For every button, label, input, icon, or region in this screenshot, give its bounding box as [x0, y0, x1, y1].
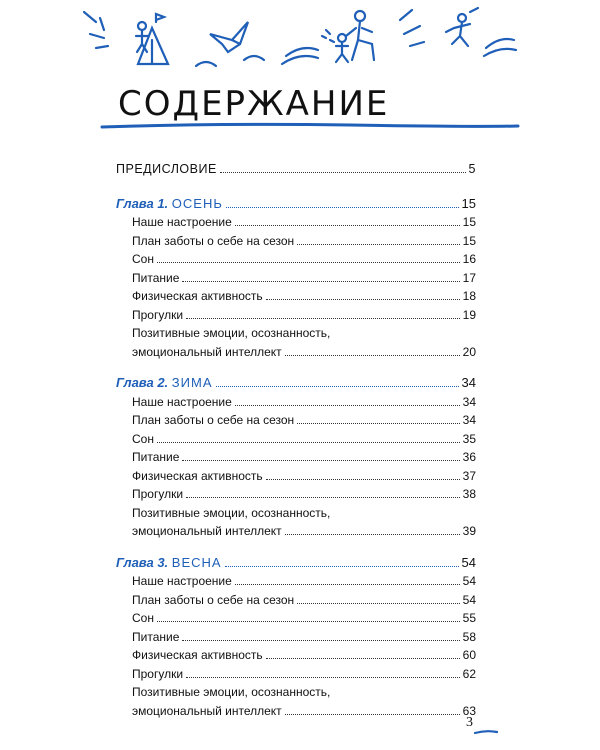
leader-dots	[266, 658, 460, 659]
chapter-prefix: Глава 3.	[116, 554, 169, 570]
toc-item[interactable]	[116, 411, 476, 430]
toc-item[interactable]	[116, 287, 476, 306]
leader-dots	[266, 479, 460, 480]
toc-page-number: 18	[462, 289, 476, 303]
toc-page-number: 34	[462, 413, 476, 427]
leader-dots	[182, 640, 459, 641]
toc-page-number: 20	[462, 344, 476, 359]
toc-item[interactable]	[116, 467, 476, 486]
paper-bird-icon	[210, 22, 248, 52]
header-illustrations	[0, 0, 600, 80]
toc-page-number: 15	[461, 195, 476, 211]
toc-item-continuation[interactable]	[116, 343, 476, 362]
toc-item-first-line[interactable]	[116, 683, 476, 702]
toc-item-label: План заботы о себе на сезон	[132, 413, 295, 427]
toc-page-number: 63	[462, 703, 476, 718]
leader-dots	[157, 442, 460, 443]
leader-dots	[157, 621, 460, 622]
toc-item[interactable]	[116, 628, 476, 647]
toc-item-label: Позитивные эмоции, осознанность,	[132, 685, 331, 699]
toc-item-first-line[interactable]	[116, 324, 476, 343]
toc-page-number: 37	[462, 468, 476, 483]
toc-item[interactable]	[116, 250, 476, 269]
chapter-name: ОСЕНЬ	[171, 195, 223, 211]
leader-dots	[297, 244, 459, 245]
leader-dots	[186, 677, 460, 678]
page-title: СОДЕРЖАНИЕ	[118, 84, 390, 124]
wave-lines-right-icon	[484, 39, 516, 56]
toc-page-number: 54	[462, 574, 476, 588]
chapter-name: ВЕСНА	[171, 554, 222, 570]
toc-item-label: Физическая активность	[132, 468, 263, 483]
toc-item-continuation[interactable]	[116, 702, 476, 721]
leader-dots	[266, 299, 460, 300]
toc-preface-label: ПРЕДИСЛОВИЕ	[116, 162, 217, 176]
toc-item-label: Прогулки	[132, 307, 184, 322]
leader-dots	[297, 423, 459, 424]
toc-item-label: Сон	[132, 252, 154, 266]
toc-page-number: 17	[462, 270, 476, 285]
toc-page-number: 60	[462, 648, 476, 662]
toc-page-number: 16	[462, 252, 476, 266]
chapter-prefix: Глава 2.	[116, 375, 169, 390]
toc-item-label: Наше настроение	[132, 215, 232, 229]
rays-right-icon	[400, 10, 424, 46]
toc-item[interactable]	[116, 609, 476, 628]
toc-item-label: Прогулки	[132, 487, 184, 501]
toc-item[interactable]	[116, 572, 476, 591]
chapter-prefix: Глава 1.	[116, 195, 169, 211]
toc-item-label: Наше настроение	[132, 574, 232, 588]
toc-item-label: Сон	[132, 431, 154, 446]
toc-page-number: 54	[461, 554, 476, 570]
toc-page-number: 15	[462, 233, 476, 248]
toc-item-label: Питание	[132, 270, 180, 285]
parent-child-icon	[322, 11, 374, 62]
toc-item[interactable]	[116, 269, 476, 288]
toc-item-label: Питание	[132, 629, 180, 644]
leader-dots	[226, 207, 459, 208]
toc-page-number: 36	[462, 450, 476, 464]
wave-lines-icon	[196, 48, 318, 66]
toc-item[interactable]	[116, 393, 476, 412]
toc-page-number: 39	[462, 524, 476, 538]
toc-item-label: Физическая активность	[132, 289, 263, 303]
toc-item-label: Позитивные эмоции, осознанность,	[132, 326, 331, 340]
toc-item[interactable]	[116, 306, 476, 325]
toc-item-label: Питание	[132, 450, 180, 464]
leader-dots	[235, 405, 460, 406]
toc-page-number: 19	[462, 307, 476, 322]
toc-item-label: эмоциональный интеллект	[132, 344, 282, 359]
toc-page-number: 54	[462, 592, 476, 607]
toc-page-number: 15	[462, 215, 476, 229]
leader-dots	[285, 355, 460, 356]
leader-dots	[216, 386, 459, 387]
toc-item[interactable]	[116, 591, 476, 610]
sun-rays-icon	[84, 12, 108, 48]
leader-dots	[297, 603, 459, 604]
toc-page-number: 5	[468, 162, 476, 176]
leader-dots	[235, 225, 460, 226]
leader-dots	[285, 714, 460, 715]
toc-item[interactable]	[116, 213, 476, 232]
toc-page-number: 38	[462, 487, 476, 501]
leader-dots	[220, 172, 466, 173]
toc-item-label: эмоциональный интеллект	[132, 703, 282, 718]
page-number-underline	[474, 728, 498, 736]
leader-dots	[182, 460, 459, 461]
table-of-contents	[116, 160, 476, 720]
leader-dots	[182, 281, 459, 282]
toc-item-continuation[interactable]	[116, 522, 476, 541]
toc-chapter-1[interactable]	[116, 195, 476, 214]
leader-dots	[157, 262, 460, 263]
toc-item[interactable]	[116, 448, 476, 467]
toc-item-first-line[interactable]	[116, 504, 476, 523]
toc-preface[interactable]	[116, 160, 476, 179]
toc-item-label: Сон	[132, 611, 154, 625]
tent-child-icon	[136, 14, 168, 64]
leader-dots	[225, 566, 459, 567]
toc-chapter-3[interactable]	[116, 554, 476, 573]
toc-page-number: 34	[461, 375, 476, 390]
toc-item-label: Физическая активность	[132, 648, 263, 662]
toc-page-number: 35	[462, 431, 476, 446]
running-child-icon	[446, 8, 478, 46]
title-underline	[100, 120, 520, 132]
toc-item[interactable]	[116, 430, 476, 449]
page-number: 3	[466, 715, 473, 730]
toc-item-label: Позитивные эмоции, осознанность,	[132, 505, 331, 520]
toc-page-number: 55	[462, 611, 476, 625]
toc-page-number: 62	[462, 666, 476, 681]
leader-dots	[235, 584, 460, 585]
toc-chapter-2[interactable]	[116, 374, 476, 393]
leader-dots	[285, 534, 460, 535]
leader-dots	[186, 318, 460, 319]
leader-dots	[186, 497, 460, 498]
toc-item-label: Наше настроение	[132, 394, 232, 409]
toc-page-number: 58	[462, 629, 476, 644]
toc-item[interactable]	[116, 232, 476, 251]
toc-item-label: План заботы о себе на сезон	[132, 233, 295, 248]
toc-item-label: План заботы о себе на сезон	[132, 592, 295, 607]
toc-item[interactable]	[116, 646, 476, 665]
toc-item-label: эмоциональный интеллект	[132, 524, 282, 538]
toc-item[interactable]	[116, 485, 476, 504]
toc-item[interactable]	[116, 665, 476, 684]
chapter-name: ЗИМА	[171, 375, 213, 390]
toc-page-number: 34	[462, 394, 476, 409]
toc-item-label: Прогулки	[132, 666, 184, 681]
